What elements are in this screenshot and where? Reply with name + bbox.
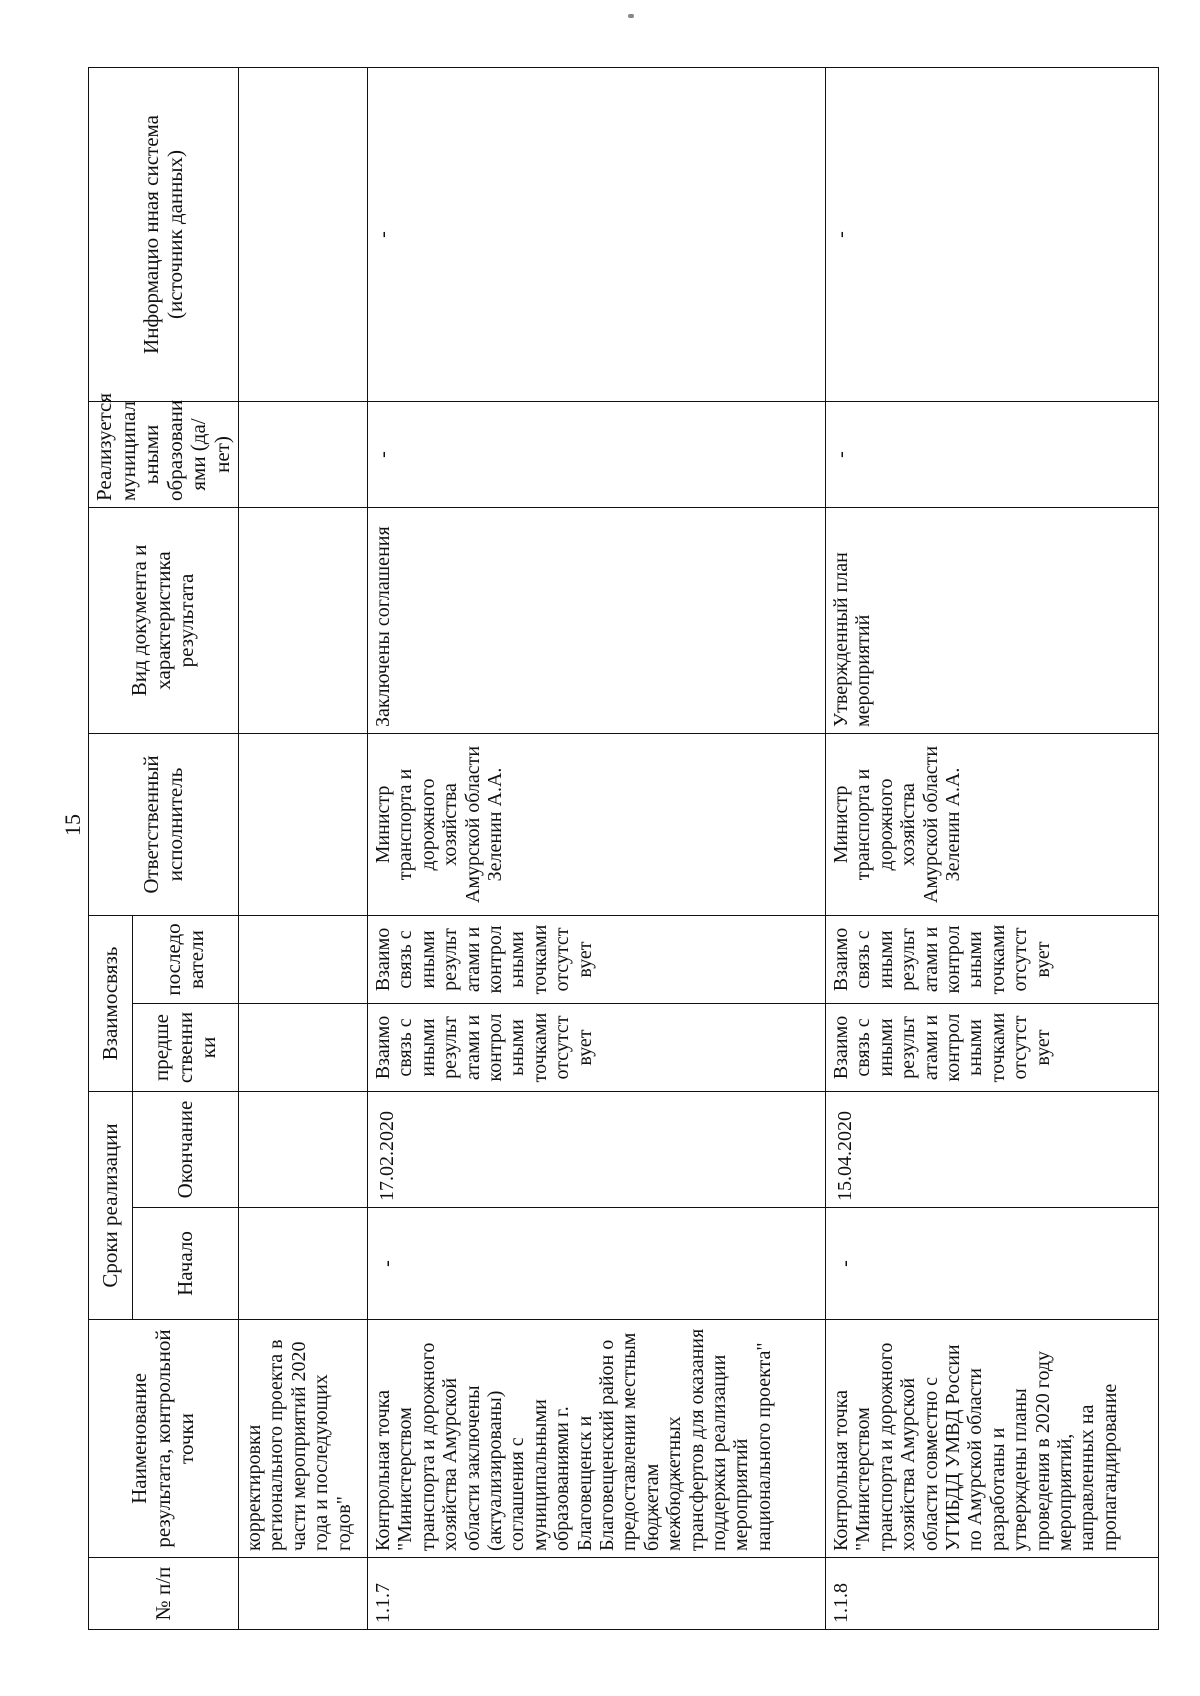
table-row (239, 67, 368, 1629)
cell-followers: Взаимо связь с иными результ атами и контрол ьными точками отсутст вует (826, 915, 1159, 1003)
cell-num: 1.1.7 (368, 1558, 826, 1630)
header-responsible: Ответственный исполнитель (89, 733, 239, 915)
page-number: 15 (60, 814, 85, 836)
cell-doc: Заключены соглашения (368, 507, 826, 733)
scan-speck (628, 14, 634, 18)
cell-municipal: - (368, 401, 826, 507)
cell-predecessors (239, 1004, 368, 1092)
cell-start (239, 1208, 368, 1320)
table-row (368, 67, 826, 1629)
header-relation: Взаимосвязь (89, 915, 133, 1091)
cell-responsible: Министр транспорта и дорожного хозяйства Амурской области Зеленин А.А. (826, 733, 1159, 915)
cell-end: 17.02.2020 (368, 1092, 826, 1208)
cell-responsible: Министр транспорта и дорожного хозяйства Амурской области Зеленин А.А. (368, 733, 826, 915)
header-doc: Вид документа и характеристика результата (89, 507, 239, 733)
cell-municipal: - (826, 401, 1159, 507)
table-row (826, 67, 1159, 1629)
cell-start: - (368, 1208, 826, 1320)
cell-num: 1.1.8 (826, 1558, 1159, 1630)
cell-municipal (239, 401, 368, 507)
header-start: Начало (132, 1208, 239, 1320)
cell-end (239, 1092, 368, 1208)
cell-infosys (239, 67, 368, 401)
cell-doc: Утвержденный план мероприятий (826, 507, 1159, 733)
cell-start: - (826, 1208, 1159, 1320)
header-end: Окончание (132, 1092, 239, 1208)
header-municipal: Реализуется муниципал ьными образовани ями (да/нет) (89, 401, 239, 507)
header-num: № п/п (89, 1558, 239, 1630)
cell-predecessors: Взаимо связь с иными результ атами и контрол ьными точками отсутст вует (368, 1004, 826, 1092)
cell-infosys: - (826, 67, 1159, 401)
header-row-1 (89, 67, 133, 1629)
cell-end: 15.04.2020 (826, 1092, 1159, 1208)
header-predecessors: предше ственни ки (132, 1004, 239, 1092)
cell-predecessors: Взаимо связь с иными результ атами и контрол ьными точками отсутст вует (826, 1004, 1159, 1092)
cell-num (239, 1558, 368, 1630)
rotated-table-container (88, 68, 1121, 1630)
cell-name: Контрольная точка "Министерством транспорта и дорожного хозяйства Амурской области совместно с УГИБДД УМВД России по Амурской области разработаны и утверждены планы проведения в 2020 году мероприятий, направленных на пропагандирование (826, 1320, 1159, 1558)
header-name: Наименование результата, контрольной точки (89, 1320, 239, 1558)
cell-followers (239, 915, 368, 1003)
results-table (88, 67, 1159, 1630)
cell-infosys: - (368, 67, 826, 401)
cell-name: Контрольная точка "Министерством транспорта и дорожного хозяйства Амурской области заключены (актуализированы) соглашения с муниципальными образованиями г. Благовещенск и Благовещенский район о предоставлении местным бюджетам межбюджетных трансфертов для оказания поддержки реализации мероприятий национального проекта" (368, 1320, 826, 1558)
header-terms: Сроки реализации (89, 1092, 133, 1320)
header-infosys: Информацио нная система (источник данных) (89, 67, 239, 401)
cell-doc (239, 507, 368, 733)
header-followers: последо ватели (132, 915, 239, 1003)
cell-followers: Взаимо связь с иными результ атами и контрол ьными точками отсутст вует (368, 915, 826, 1003)
cell-name: корректировки регионального проекта в части мероприятий 2020 года и последующих годов" (239, 1320, 368, 1558)
cell-responsible (239, 733, 368, 915)
